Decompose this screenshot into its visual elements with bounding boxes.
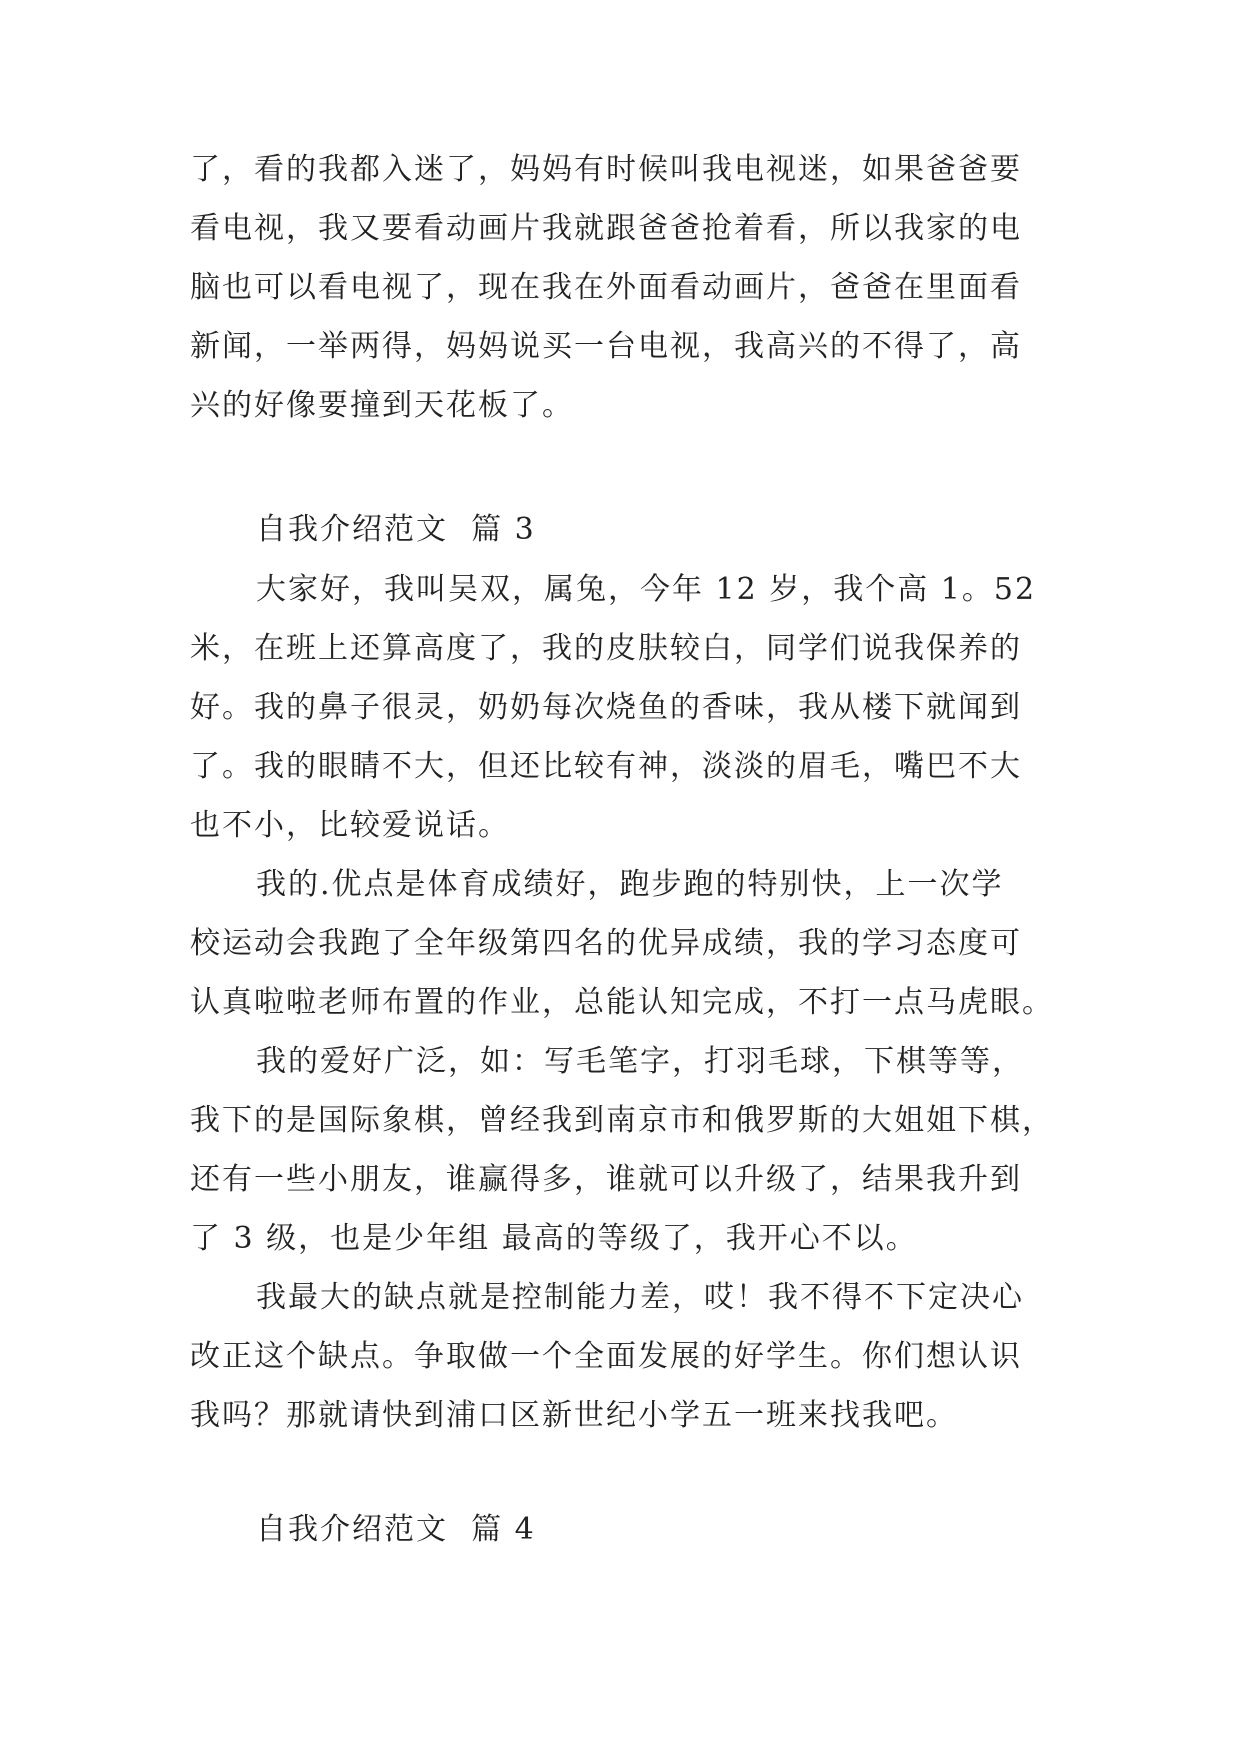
section3-paragraph-2	[190, 855, 1054, 1032]
paragraph-line: 我的爱好广泛，如：写毛笔字，打羽毛球，下棋等等，	[256, 1044, 1024, 1079]
paragraph-line: 米，在班上还算高度了，我的皮肤较白，同学们说我保养的	[190, 631, 1022, 666]
paragraph-line: 了。我的眼睛不大，但还比较有神，淡淡的眉毛，嘴巴不大	[190, 749, 1022, 784]
paragraph-line: 我的.优点是体育成绩好，跑步跑的特别快，上一次学	[256, 867, 1004, 902]
paragraph-line: 好。我的鼻子很灵，奶奶每次烧鱼的香味，我从楼下就闻到	[190, 690, 1022, 725]
paragraph-line: 新闻，一举两得，妈妈说买一台电视，我高兴的不得了，高	[190, 329, 1022, 364]
paragraph-line: 还有一些小朋友，谁赢得多，谁就可以升级了，结果我升到	[190, 1162, 1022, 1197]
section3-paragraph-1	[190, 560, 1050, 855]
paragraph-line: 我最大的缺点就是控制能力差，哎！我不得不下定决心	[256, 1280, 1024, 1315]
paragraph-line: 改正这个缺点。争取做一个全面发展的好学生。你们想认识	[190, 1339, 1022, 1374]
continuation-paragraph	[190, 140, 1050, 435]
paragraph-line: 我下的是国际象棋，曾经我到南京市和俄罗斯的大姐姐下棋，	[190, 1103, 1054, 1138]
paragraph-line: 大家好，我叫吴双，属兔，今年 12 岁，我个高 1。52	[256, 572, 1037, 607]
paragraph-line: 认真啦啦老师布置的作业，总能认知完成，不打一点马虎眼。	[190, 985, 1054, 1020]
section-heading-4: 自我介绍范文 篇 4	[256, 1512, 536, 1547]
paragraph-line: 看电视，我又要看动画片我就跟爸爸抢着看，所以我家的电	[190, 211, 1022, 246]
paragraph-line: 兴的好像要撞到天花板了。	[190, 388, 574, 423]
section3-paragraph-3	[190, 1032, 1054, 1268]
paragraph-line: 了 3 级，也是少年组 最高的等级了，我开心不以。	[190, 1221, 918, 1256]
paragraph-line: 也不小，比较爱说话。	[190, 808, 510, 843]
section3-paragraph-4	[190, 1268, 1050, 1445]
paragraph-line: 校运动会我跑了全年级第四名的优异成绩，我的学习态度可	[190, 926, 1022, 961]
paragraph-line: 了，看的我都入迷了，妈妈有时候叫我电视迷，如果爸爸要	[190, 152, 1022, 187]
paragraph-line: 我吗？那就请快到浦口区新世纪小学五一班来找我吧。	[190, 1398, 958, 1433]
section-heading-3: 自我介绍范文 篇 3	[256, 512, 536, 547]
paragraph-line: 脑也可以看电视了，现在我在外面看动画片，爸爸在里面看	[190, 270, 1022, 305]
